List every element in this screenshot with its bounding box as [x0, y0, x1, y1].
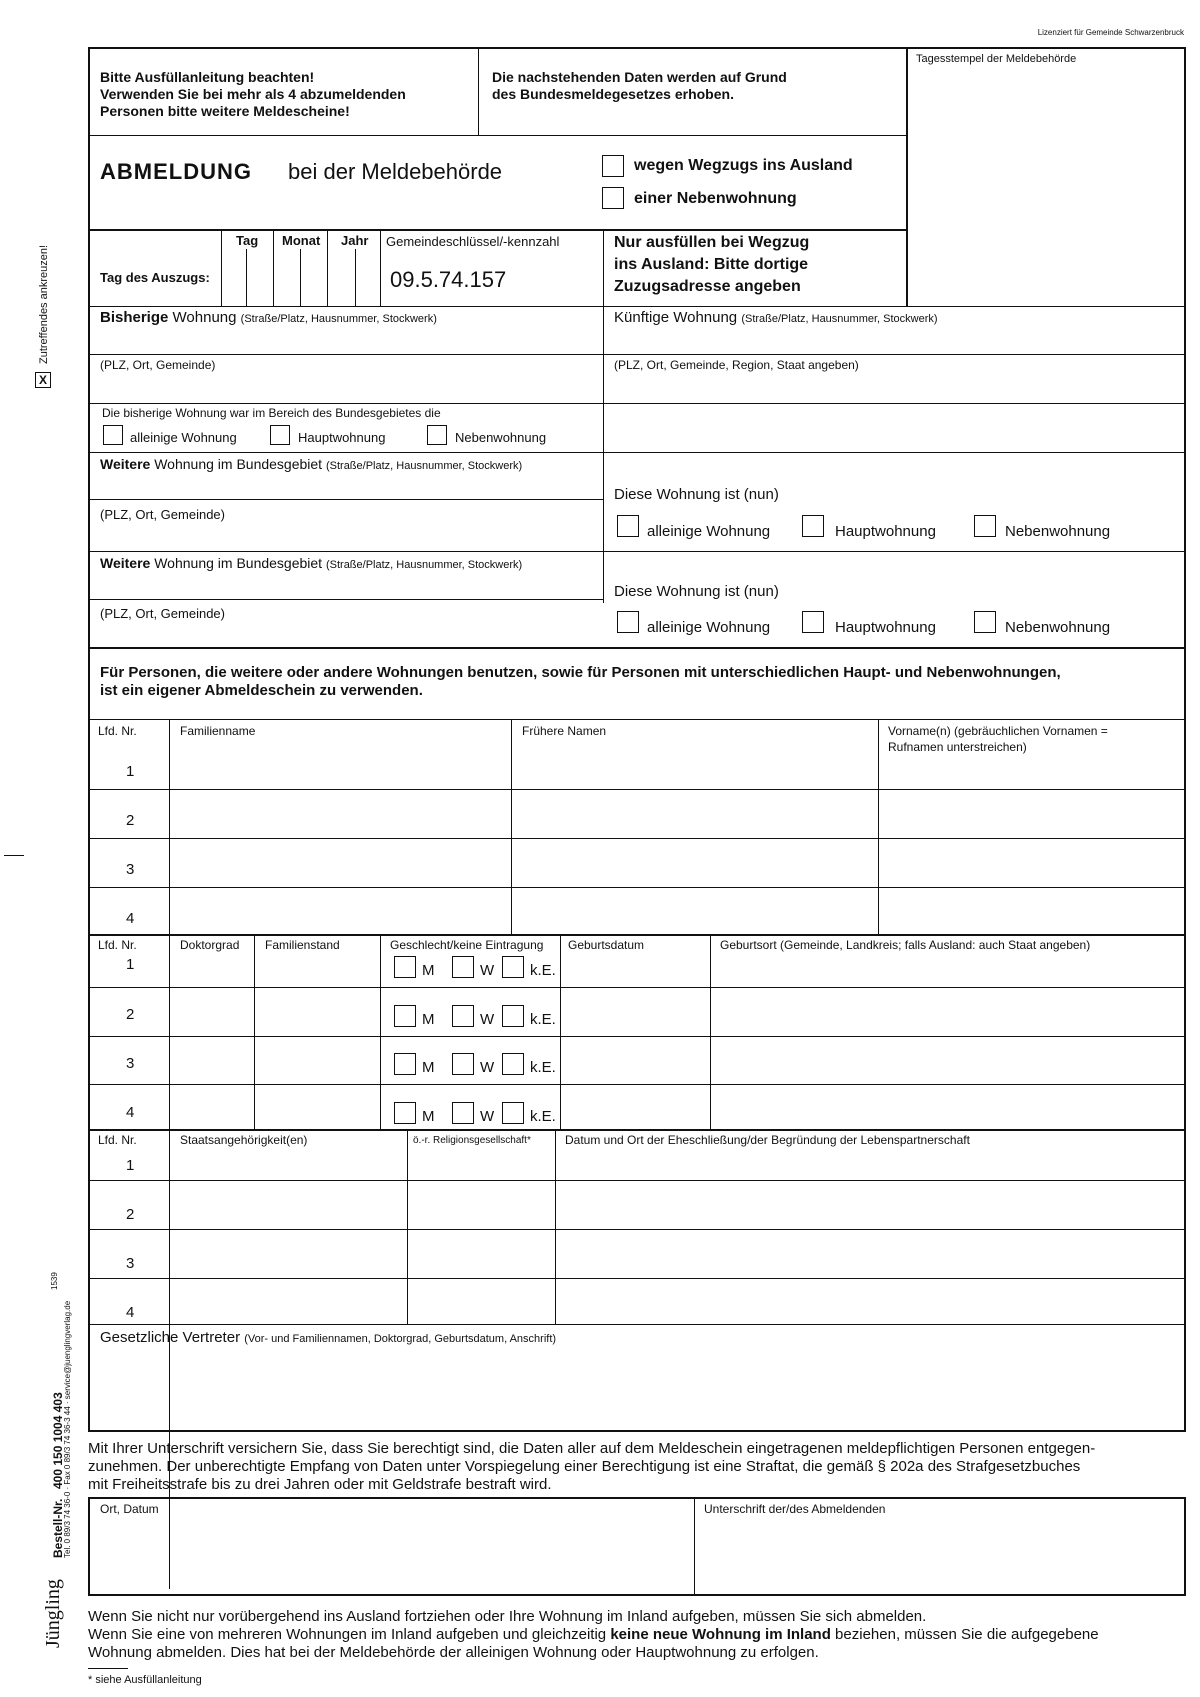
further2-sole-checkbox[interactable]: [617, 611, 639, 633]
declaration-line3: mit Freiheitsstrafe bis zu drei Jahren oder mit Geldstrafe bestraft wird.: [88, 1476, 552, 1493]
previous-area-text: Die bisherige Wohnung war im Bereich des Bundesgebietes die: [102, 406, 441, 420]
place-date-label: Ort, Datum: [100, 1502, 159, 1516]
gender-w-label: W: [480, 1011, 495, 1028]
gender-m-label: M: [422, 962, 435, 979]
further1-plz-hint: (PLZ, Ort, Gemeinde): [100, 507, 225, 522]
gender-w-checkbox[interactable]: [452, 1005, 474, 1027]
t2-birthplace-header: Geburtsort (Gemeinde, Landkreis; falls Ausland: auch Staat angeben): [720, 938, 1091, 952]
gender-ke-checkbox[interactable]: [502, 1005, 524, 1027]
legal-rep-field[interactable]: [90, 1347, 1186, 1431]
signature-label: Unterschrift der/des Abmeldenden: [704, 1502, 886, 1516]
t1-row-number: 2: [126, 812, 135, 829]
gender-m-label: M: [422, 1059, 435, 1076]
data-line1: Die nachstehenden Daten werden auf Grund: [492, 69, 787, 85]
previous-street-field[interactable]: [90, 325, 602, 353]
order-number: 400 150 1004 403: [51, 1392, 65, 1489]
option-abroad: wegen Wegzugs ins Ausland: [634, 157, 853, 174]
t3-lfd-header: Lfd. Nr.: [98, 1133, 137, 1147]
t1-lfd-header: Lfd. Nr.: [98, 724, 137, 738]
footer-line3: Wohnung abmelden. Dies hat bei der Meldebehörde der alleinigen Wohnung oder Hauptwohnung zu erfolgen.: [88, 1644, 819, 1661]
persons-note-line2: ist ein eigener Abmeldeschein zu verwenden.: [100, 682, 423, 699]
signature-box: [88, 1497, 1186, 1596]
stamp-field[interactable]: [908, 67, 1184, 303]
title-bold: ABMELDUNG: [100, 159, 252, 184]
future-city-field[interactable]: [604, 373, 1184, 401]
declaration-line2: zunehmen. Der unberechtigte Empfang von Daten unter Vorspiegelung einer Berechtigung ist eine Straftat, die gemäß § 202a des Strafgesetzbuches: [88, 1458, 1081, 1475]
legal-rep-label: Gesetzliche Vertreter (Vor- und Familiennamen, Doktorgrad, Geburtsdatum, Anschrift): [100, 1329, 557, 1346]
footer-line1: Wenn Sie nicht nur vorübergehend ins Ausland fortziehen oder Ihre Wohnung im Inland aufgeben, müssen Sie sich abmelden.: [88, 1608, 927, 1625]
side-checkbox-example: X: [35, 372, 51, 388]
t2-doctor-header: Doktorgrad: [180, 938, 240, 952]
gender-w-label: W: [480, 962, 495, 979]
further1-street-field[interactable]: [90, 473, 602, 498]
persons-note-line1: Für Personen, die weitere oder andere Wohnungen benutzen, sowie für Personen mit unterschiedlichen Haupt- und Nebenwohnungen,: [100, 664, 1061, 681]
note-line2: Verwenden Sie bei mehr als 4 abzumeldenden: [100, 86, 406, 102]
gender-ke-label: k.E.: [530, 1059, 556, 1076]
future-plz-hint: (PLZ, Ort, Gemeinde, Region, Staat angeben): [614, 358, 859, 372]
t2-gender-header: Geschlecht/keine Eintragung: [390, 938, 544, 952]
further1-city-field[interactable]: [90, 523, 602, 549]
t1-first-names-header-2: Rufnamen unterstreichen): [888, 740, 1027, 754]
further2-label: Weitere Wohnung im Bundesgebiet (Straße/Platz, Hausnummer, Stockwerk): [100, 555, 523, 571]
form-frame: [88, 47, 1186, 1432]
gender-ke-label: k.E.: [530, 1011, 556, 1028]
further1-main-checkbox[interactable]: [802, 515, 824, 537]
gender-m-label: M: [422, 1011, 435, 1028]
declaration-line1: Mit Ihrer Unterschrift versichern Sie, dass Sie berechtigt sind, die Daten aller auf dem Meldeschein eingetragenen meldepflichtigen Personen entgegen-: [88, 1440, 1096, 1457]
further1-label: Weitere Wohnung im Bundesgebiet (Straße/Platz, Hausnummer, Stockwerk): [100, 456, 523, 472]
gender-m-checkbox[interactable]: [394, 1102, 416, 1124]
further2-main-label: Hauptwohnung: [835, 619, 936, 636]
license-note: Lizenziert für Gemeinde Schwarzenbruck: [1037, 28, 1184, 37]
future-street-field[interactable]: [604, 325, 1184, 353]
further2-city-field[interactable]: [90, 621, 602, 645]
t3-row-number: 2: [126, 1206, 135, 1223]
note-line3: Personen bitte weitere Meldescheine!: [100, 103, 350, 119]
further2-sole-label: alleinige Wohnung: [647, 619, 771, 636]
further1-secondary-checkbox[interactable]: [974, 515, 996, 537]
fold-mark: [4, 855, 24, 856]
previous-sole-checkbox[interactable]: [103, 425, 123, 445]
footer-line2: Wenn Sie eine von mehreren Wohnungen im Inland aufgeben und gleichzeitig keine neue Wohnung im Inland beziehen, müssen Sie die aufgegebene: [88, 1626, 1099, 1643]
previous-secondary-label: Nebenwohnung: [455, 430, 547, 445]
gender-w-label: W: [480, 1108, 495, 1125]
footnote-rule: [88, 1668, 128, 1669]
day-label: Tag: [236, 233, 259, 248]
t1-former-names-header: Frühere Namen: [522, 724, 607, 738]
further1-sole-label: alleinige Wohnung: [647, 523, 771, 540]
t2-row-number: 2: [126, 1006, 135, 1023]
stamp-label: Tagesstempel der Meldebehörde: [916, 53, 1077, 65]
publisher-brand: Jüngling: [42, 1579, 64, 1648]
month-label: Monat: [282, 233, 321, 248]
previous-address-label: Bisherige Wohnung (Straße/Platz, Hausnummer, Stockwerk): [100, 309, 437, 326]
t3-marriage-header: Datum und Ort der Eheschließung/der Begründung der Lebenspartnerschaft: [565, 1133, 970, 1147]
gender-w-label: W: [480, 1059, 495, 1076]
place-date-field[interactable]: [90, 1519, 692, 1593]
data-line2: des Bundesmeldegesetzes erhoben.: [492, 86, 734, 102]
t1-row-number: 1: [126, 763, 135, 780]
abroad-checkbox[interactable]: [602, 155, 624, 177]
option-secondary: einer Nebenwohnung: [634, 190, 797, 207]
t2-row-number: 3: [126, 1055, 135, 1072]
t2-row-number: 1: [126, 956, 135, 973]
future-address-label: Künftige Wohnung (Straße/Platz, Hausnummer, Stockwerk): [614, 309, 938, 326]
order-label: Bestell-Nr.: [51, 1498, 65, 1558]
previous-city-field[interactable]: [90, 373, 602, 401]
signature-field[interactable]: [696, 1519, 1184, 1593]
gender-m-checkbox[interactable]: [394, 1053, 416, 1075]
side-instruction: Zutreffendes ankreuzen!: [38, 244, 50, 364]
previous-sole-label: alleinige Wohnung: [130, 430, 237, 445]
gender-ke-label: k.E.: [530, 962, 556, 979]
abroad-note-line3: Zuzugsadresse angeben: [614, 278, 801, 295]
t3-row-number: 1: [126, 1157, 135, 1174]
further2-status: Diese Wohnung ist (nun): [614, 583, 779, 600]
t3-religion-header: ö.-r. Religionsgesellschaft*: [413, 1135, 531, 1146]
moveout-label: Tag des Auszugs:: [100, 270, 210, 285]
t1-row-number: 3: [126, 861, 135, 878]
previous-secondary-checkbox[interactable]: [427, 425, 447, 445]
publisher-contact: Tel. 0 89/3 74 36-0 · Fax 0 89/3 74 36-3 44 · service@juenglingverlag.de: [63, 1300, 72, 1558]
gender-ke-checkbox[interactable]: [502, 956, 524, 978]
publisher-code: 1539: [50, 1272, 59, 1290]
further1-secondary-label: Nebenwohnung: [1005, 523, 1111, 540]
previous-main-checkbox[interactable]: [270, 425, 290, 445]
t2-lfd-header: Lfd. Nr.: [98, 938, 137, 952]
footnote: * siehe Ausfüllanleitung: [88, 1674, 202, 1686]
further2-street-field[interactable]: [90, 571, 602, 597]
abroad-note-line2: ins Ausland: Bitte dortige: [614, 256, 809, 273]
secondary-checkbox[interactable]: [602, 187, 624, 209]
t1-row-number: 4: [126, 910, 135, 927]
previous-plz-hint: (PLZ, Ort, Gemeinde): [100, 358, 216, 372]
further1-main-label: Hauptwohnung: [835, 523, 936, 540]
further1-status: Diese Wohnung ist (nun): [614, 486, 779, 503]
gender-ke-checkbox[interactable]: [502, 1102, 524, 1124]
t1-first-names-header-1: Vorname(n) (gebräuchlichen Vornamen =: [888, 724, 1108, 738]
gender-m-checkbox[interactable]: [394, 1005, 416, 1027]
further2-plz-hint: (PLZ, Ort, Gemeinde): [100, 606, 225, 621]
t2-marital-header: Familienstand: [265, 938, 340, 952]
further1-sole-checkbox[interactable]: [617, 515, 639, 537]
gender-ke-label: k.E.: [530, 1108, 556, 1125]
t3-row-number: 3: [126, 1255, 135, 1272]
gender-w-checkbox[interactable]: [452, 1102, 474, 1124]
municipality-key-label: Gemeindeschlüssel/-kennzahl: [386, 234, 560, 249]
municipality-key-value: 09.5.74.157: [390, 267, 507, 292]
t2-birthdate-header: Geburtsdatum: [568, 938, 645, 952]
t3-row-number: 4: [126, 1304, 135, 1321]
gender-w-checkbox[interactable]: [452, 1053, 474, 1075]
gender-ke-checkbox[interactable]: [502, 1053, 524, 1075]
t3-citizenship-header: Staatsangehörigkeit(en): [180, 1133, 308, 1147]
t1-family-name-header: Familienname: [180, 724, 256, 738]
moveout-date-field[interactable]: [222, 249, 379, 305]
year-label: Jahr: [341, 233, 369, 248]
title-rest: bei der Meldebehörde: [288, 159, 503, 184]
gender-w-checkbox[interactable]: [452, 956, 474, 978]
previous-main-label: Hauptwohnung: [298, 430, 386, 445]
further2-secondary-label: Nebenwohnung: [1005, 619, 1111, 636]
gender-m-checkbox[interactable]: [394, 956, 416, 978]
further2-secondary-checkbox[interactable]: [974, 611, 996, 633]
abroad-note-line1: Nur ausfüllen bei Wegzug: [614, 234, 810, 251]
t2-row-number: 4: [126, 1104, 135, 1121]
further2-main-checkbox[interactable]: [802, 611, 824, 633]
note-line1: Bitte Ausfüllanleitung beachten!: [100, 69, 315, 85]
gender-m-label: M: [422, 1108, 435, 1125]
